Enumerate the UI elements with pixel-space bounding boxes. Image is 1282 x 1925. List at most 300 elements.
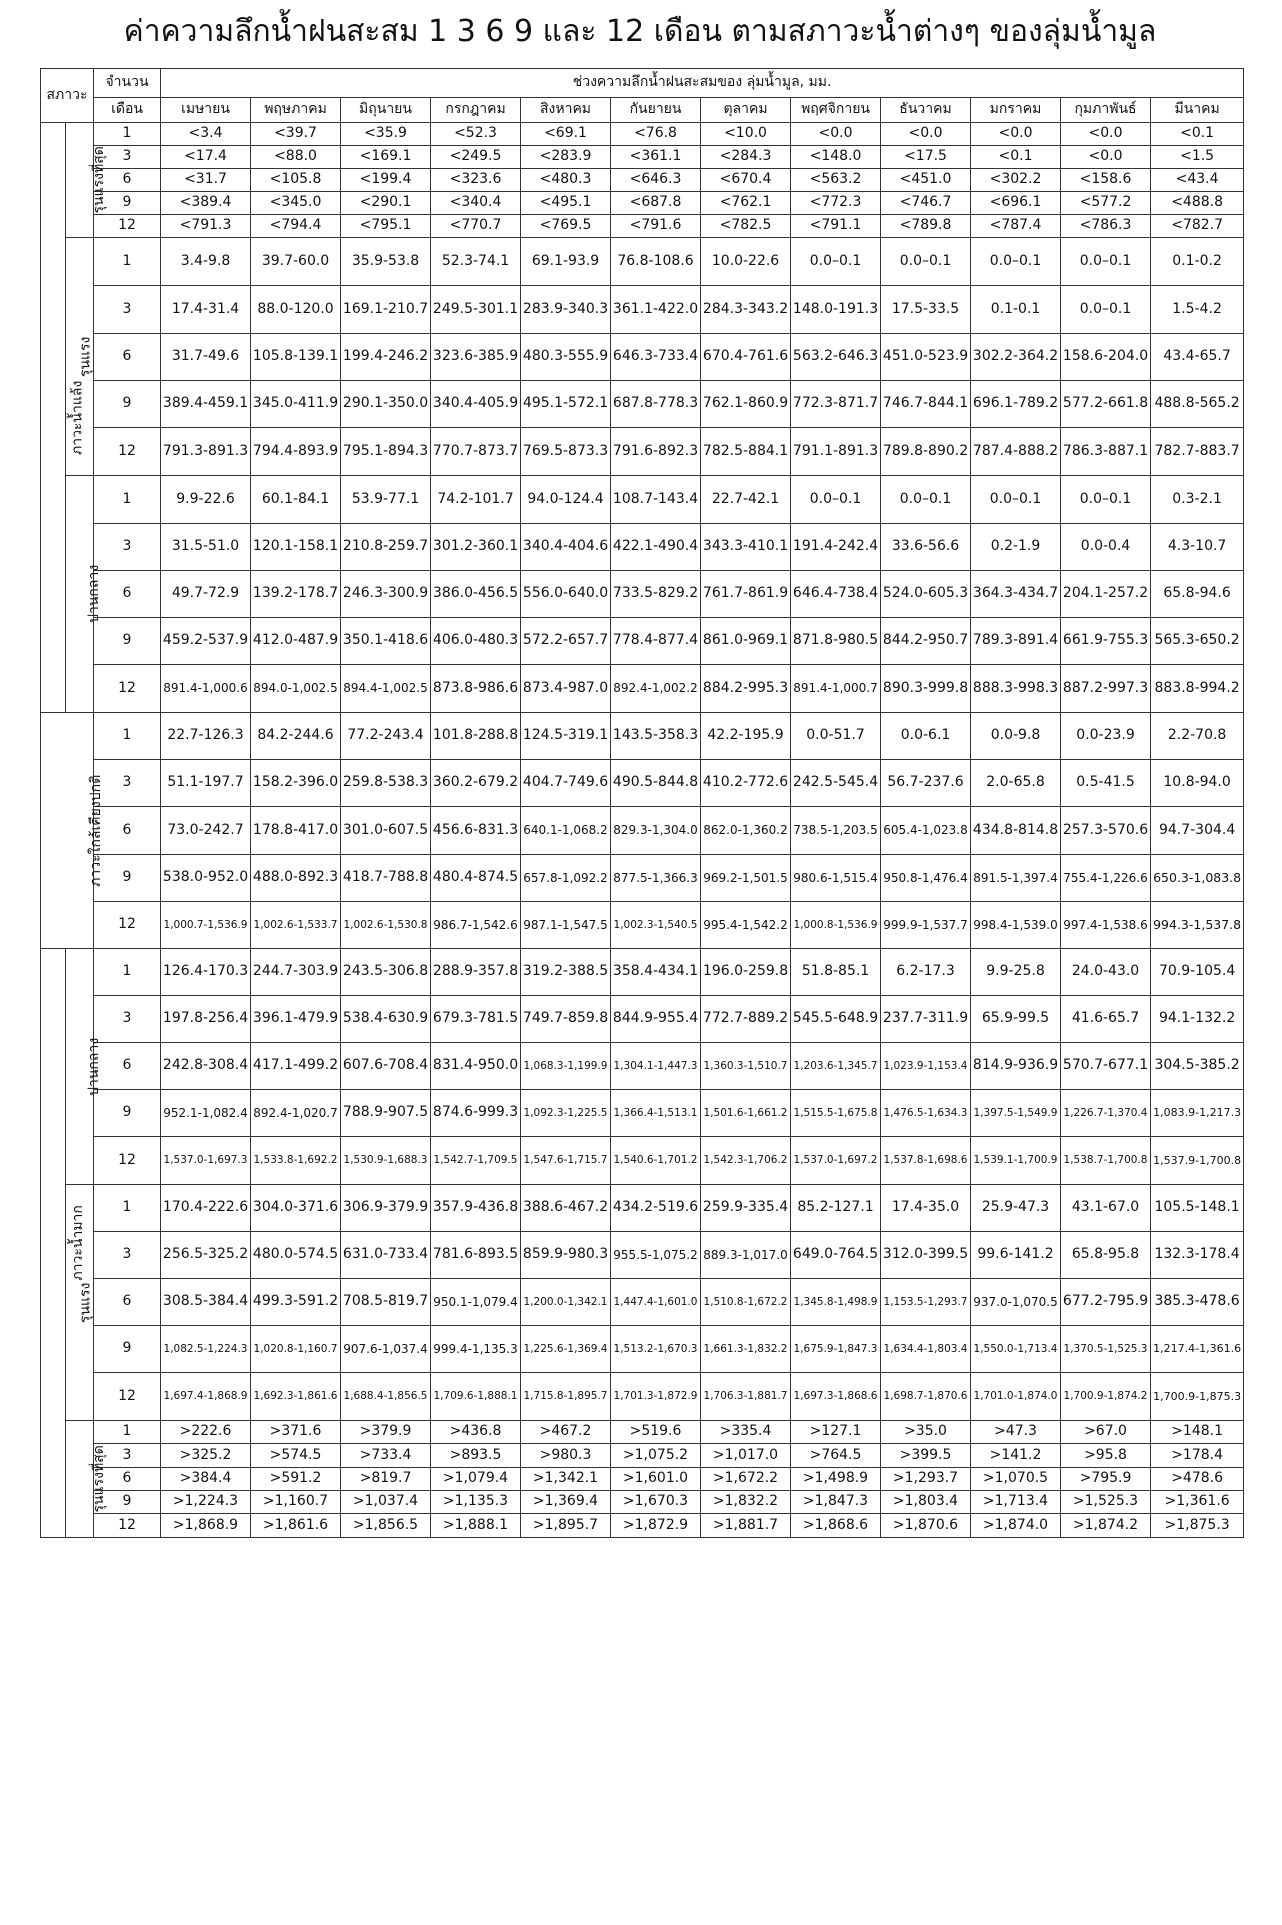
value-cell: >127.1 bbox=[791, 1421, 881, 1444]
months-cell: 12 bbox=[94, 1137, 161, 1185]
value-cell: >478.6 bbox=[1151, 1468, 1244, 1491]
value-cell: 894.4-1,002.5 bbox=[341, 665, 431, 713]
value-cell: >819.7 bbox=[341, 1468, 431, 1491]
value-cell: 884.2-995.3 bbox=[701, 665, 791, 713]
table-row bbox=[41, 713, 1244, 760]
value-cell: 873.8-986.6 bbox=[431, 665, 521, 713]
value-cell: 33.6-56.6 bbox=[881, 524, 971, 571]
value-cell: >222.6 bbox=[161, 1421, 251, 1444]
value-cell: 76.8-108.6 bbox=[611, 238, 701, 286]
value-cell: 49.7-72.9 bbox=[161, 571, 251, 618]
value-cell: <158.6 bbox=[1061, 169, 1151, 192]
value-cell: <794.4 bbox=[251, 215, 341, 238]
value-cell: 1,360.3-1,510.7 bbox=[701, 1043, 791, 1090]
value-cell: 1,513.2-1,670.3 bbox=[611, 1326, 701, 1373]
value-cell: 762.1-860.9 bbox=[701, 381, 791, 428]
value-cell: 538.4-630.9 bbox=[341, 996, 431, 1043]
value-cell: 456.6-831.3 bbox=[431, 807, 521, 855]
months-cell: 3 bbox=[94, 286, 161, 334]
value-cell: >733.4 bbox=[341, 1444, 431, 1468]
month-header: มีนาคม bbox=[1151, 98, 1244, 123]
value-cell: <0.0 bbox=[1061, 146, 1151, 169]
value-cell: 1,023.9-1,153.4 bbox=[881, 1043, 971, 1090]
value-cell: 0.2-1.9 bbox=[971, 524, 1061, 571]
months-cell: 1 bbox=[94, 476, 161, 524]
value-cell: 53.9-77.1 bbox=[341, 476, 431, 524]
value-cell: 385.3-478.6 bbox=[1151, 1279, 1244, 1326]
table-row bbox=[41, 169, 1244, 192]
value-cell: <0.0 bbox=[1061, 123, 1151, 146]
months-cell: 9 bbox=[94, 1326, 161, 1373]
value-cell: 1,706.3-1,881.7 bbox=[701, 1373, 791, 1421]
value-cell: <782.5 bbox=[701, 215, 791, 238]
value-cell: 410.2-772.6 bbox=[701, 760, 791, 807]
value-cell: >371.6 bbox=[251, 1421, 341, 1444]
value-cell: >1,713.4 bbox=[971, 1491, 1061, 1514]
value-cell: 1,537.0-1,697.3 bbox=[161, 1137, 251, 1185]
value-cell: 43.4-65.7 bbox=[1151, 334, 1244, 381]
value-cell: >1,888.1 bbox=[431, 1514, 521, 1538]
value-cell: >764.5 bbox=[791, 1444, 881, 1468]
months-cell: 3 bbox=[94, 524, 161, 571]
value-cell: 73.0-242.7 bbox=[161, 807, 251, 855]
value-cell: >1,070.5 bbox=[971, 1468, 1061, 1491]
table-row bbox=[41, 807, 1244, 855]
value-cell: 1,304.1-1,447.3 bbox=[611, 1043, 701, 1090]
value-cell: 199.4-246.2 bbox=[341, 334, 431, 381]
value-cell: 892.4-1,002.2 bbox=[611, 665, 701, 713]
value-cell: >1,881.7 bbox=[701, 1514, 791, 1538]
value-cell: 708.5-819.7 bbox=[341, 1279, 431, 1326]
value-cell: 1,217.4-1,361.6 bbox=[1151, 1326, 1244, 1373]
value-cell: 1,092.3-1,225.5 bbox=[521, 1090, 611, 1137]
value-cell: <199.4 bbox=[341, 169, 431, 192]
value-cell: 126.4-170.3 bbox=[161, 949, 251, 996]
value-cell: 749.7-859.8 bbox=[521, 996, 611, 1043]
month-header: ธันวาคม bbox=[881, 98, 971, 123]
value-cell: 1,675.9-1,847.3 bbox=[791, 1326, 881, 1373]
value-cell: 789.8-890.2 bbox=[881, 428, 971, 476]
value-cell: 22.7-126.3 bbox=[161, 713, 251, 760]
value-cell: >178.4 bbox=[1151, 1444, 1244, 1468]
value-cell: 887.2-997.3 bbox=[1061, 665, 1151, 713]
value-cell: 1,701.0-1,874.0 bbox=[971, 1373, 1061, 1421]
value-cell: 844.2-950.7 bbox=[881, 618, 971, 665]
value-cell: 204.1-257.2 bbox=[1061, 571, 1151, 618]
value-cell: 891.4-1,000.7 bbox=[791, 665, 881, 713]
value-cell: 1,661.3-1,832.2 bbox=[701, 1326, 791, 1373]
value-cell: <0.1 bbox=[971, 146, 1061, 169]
value-cell: 2.2-70.8 bbox=[1151, 713, 1244, 760]
value-cell: 0.0–0.1 bbox=[791, 476, 881, 524]
value-cell: 1,530.9-1,688.3 bbox=[341, 1137, 431, 1185]
value-cell: 871.8-980.5 bbox=[791, 618, 881, 665]
value-cell: 782.7-883.7 bbox=[1151, 428, 1244, 476]
value-cell: 191.4-242.4 bbox=[791, 524, 881, 571]
value-cell: 312.0-399.5 bbox=[881, 1232, 971, 1279]
value-cell: 284.3-343.2 bbox=[701, 286, 791, 334]
months-cell: 6 bbox=[94, 571, 161, 618]
status-header: สภาวะ bbox=[41, 69, 94, 123]
value-cell: >1,868.9 bbox=[161, 1514, 251, 1538]
value-cell: <577.2 bbox=[1061, 192, 1151, 215]
table-row bbox=[41, 524, 1244, 571]
value-cell: 259.8-538.3 bbox=[341, 760, 431, 807]
table-row bbox=[41, 286, 1244, 334]
value-cell: >1,369.4 bbox=[521, 1491, 611, 1514]
value-cell: 388.6-467.2 bbox=[521, 1185, 611, 1232]
months-cell: 9 bbox=[94, 618, 161, 665]
value-cell: 859.9-980.3 bbox=[521, 1232, 611, 1279]
value-cell: 794.4-893.9 bbox=[251, 428, 341, 476]
value-cell: 607.6-708.4 bbox=[341, 1043, 431, 1090]
value-cell: 679.3-781.5 bbox=[431, 996, 521, 1043]
value-cell: 733.5-829.2 bbox=[611, 571, 701, 618]
value-cell: 490.5-844.8 bbox=[611, 760, 701, 807]
table-row bbox=[41, 1468, 1244, 1491]
value-cell: >1,224.3 bbox=[161, 1491, 251, 1514]
table-row bbox=[41, 238, 1244, 286]
value-cell: <488.8 bbox=[1151, 192, 1244, 215]
value-cell: 257.3-570.6 bbox=[1061, 807, 1151, 855]
table-row bbox=[41, 902, 1244, 949]
severity-label: รุนแรง bbox=[66, 1185, 94, 1421]
value-cell: 687.8-778.3 bbox=[611, 381, 701, 428]
condition-group-label: ภาวะน้ำแล้ง bbox=[41, 123, 66, 713]
value-cell: 0.0-23.9 bbox=[1061, 713, 1151, 760]
value-cell: 74.2-101.7 bbox=[431, 476, 521, 524]
value-cell: 1,533.8-1,692.2 bbox=[251, 1137, 341, 1185]
value-cell: <249.5 bbox=[431, 146, 521, 169]
value-cell: 77.2-243.4 bbox=[341, 713, 431, 760]
value-cell: 243.5-306.8 bbox=[341, 949, 431, 996]
page-title: ค่าความลึกน้ำฝนสะสม 1 3 6 9 และ 12 เดือน ตามสภาวะน้ำต่างๆ ของลุ่มน้ำมูล bbox=[123, 14, 1157, 49]
month-header: กุมภาพันธ์ bbox=[1061, 98, 1151, 123]
value-cell: 499.3-591.2 bbox=[251, 1279, 341, 1326]
months-cell: 3 bbox=[94, 1232, 161, 1279]
value-cell: 101.8-288.8 bbox=[431, 713, 521, 760]
value-cell: 196.0-259.8 bbox=[701, 949, 791, 996]
value-cell: 861.0-969.1 bbox=[701, 618, 791, 665]
value-cell: <340.4 bbox=[431, 192, 521, 215]
value-cell: 94.0-124.4 bbox=[521, 476, 611, 524]
value-cell: 308.5-384.4 bbox=[161, 1279, 251, 1326]
value-cell: >519.6 bbox=[611, 1421, 701, 1444]
value-cell: >795.9 bbox=[1061, 1468, 1151, 1491]
value-cell: 120.1-158.1 bbox=[251, 524, 341, 571]
value-cell: 302.2-364.2 bbox=[971, 334, 1061, 381]
value-cell: <323.6 bbox=[431, 169, 521, 192]
value-cell: 649.0-764.5 bbox=[791, 1232, 881, 1279]
value-cell: 396.1-479.9 bbox=[251, 996, 341, 1043]
value-cell: >335.4 bbox=[701, 1421, 791, 1444]
value-cell: 65.9-99.5 bbox=[971, 996, 1061, 1043]
value-cell: 1,366.4-1,513.1 bbox=[611, 1090, 701, 1137]
value-cell: 10.0-22.6 bbox=[701, 238, 791, 286]
value-cell: 0.0–0.1 bbox=[971, 238, 1061, 286]
value-cell: 406.0-480.3 bbox=[431, 618, 521, 665]
value-cell: <148.0 bbox=[791, 146, 881, 169]
value-cell: 9.9-22.6 bbox=[161, 476, 251, 524]
value-cell: 1,476.5-1,634.3 bbox=[881, 1090, 971, 1137]
table-row bbox=[41, 1137, 1244, 1185]
month-header: กรกฎาคม bbox=[431, 98, 521, 123]
value-cell: 781.6-893.5 bbox=[431, 1232, 521, 1279]
value-cell: >893.5 bbox=[431, 1444, 521, 1468]
table-row bbox=[41, 123, 1244, 146]
value-cell: 39.7-60.0 bbox=[251, 238, 341, 286]
value-cell: >1,037.4 bbox=[341, 1491, 431, 1514]
value-cell: <31.7 bbox=[161, 169, 251, 192]
value-cell: 1,700.9-1,874.2 bbox=[1061, 1373, 1151, 1421]
value-cell: >1,895.7 bbox=[521, 1514, 611, 1538]
value-cell: <3.4 bbox=[161, 123, 251, 146]
months-cell: 3 bbox=[94, 760, 161, 807]
value-cell: >574.5 bbox=[251, 1444, 341, 1468]
value-cell: 422.1-490.4 bbox=[611, 524, 701, 571]
value-cell: <787.4 bbox=[971, 215, 1061, 238]
value-cell: 791.6-892.3 bbox=[611, 428, 701, 476]
month-header: มกราคม bbox=[971, 98, 1061, 123]
table-row bbox=[41, 1373, 1244, 1421]
value-cell: 1,203.6-1,345.7 bbox=[791, 1043, 881, 1090]
value-cell: 640.1-1,068.2 bbox=[521, 807, 611, 855]
table-row bbox=[41, 1326, 1244, 1373]
value-cell: 1,002.3-1,540.5 bbox=[611, 902, 701, 949]
months-cell: 3 bbox=[94, 996, 161, 1043]
value-cell: >1,342.1 bbox=[521, 1468, 611, 1491]
months-cell: 1 bbox=[94, 949, 161, 996]
value-cell: 0.0-0.4 bbox=[1061, 524, 1151, 571]
value-cell: <169.1 bbox=[341, 146, 431, 169]
value-cell: 1,200.0-1,342.1 bbox=[521, 1279, 611, 1326]
month-header: สิงหาคม bbox=[521, 98, 611, 123]
month-header: เมษายน bbox=[161, 98, 251, 123]
value-cell: <772.3 bbox=[791, 192, 881, 215]
value-cell: 1,700.9-1,875.3 bbox=[1151, 1373, 1244, 1421]
value-cell: >1,803.4 bbox=[881, 1491, 971, 1514]
value-cell: 650.3-1,083.8 bbox=[1151, 855, 1244, 902]
value-cell: <791.1 bbox=[791, 215, 881, 238]
value-cell: 1,501.6-1,661.2 bbox=[701, 1090, 791, 1137]
months-cell: 3 bbox=[94, 1444, 161, 1468]
value-cell: 950.1-1,079.4 bbox=[431, 1279, 521, 1326]
value-cell: >1,874.0 bbox=[971, 1514, 1061, 1538]
value-cell: 35.9-53.8 bbox=[341, 238, 431, 286]
value-cell: 340.4-405.9 bbox=[431, 381, 521, 428]
value-cell: 769.5-873.3 bbox=[521, 428, 611, 476]
value-cell: 791.1-891.3 bbox=[791, 428, 881, 476]
value-cell: >47.3 bbox=[971, 1421, 1061, 1444]
value-cell: >1,160.7 bbox=[251, 1491, 341, 1514]
value-cell: >379.9 bbox=[341, 1421, 431, 1444]
value-cell: 814.9-936.9 bbox=[971, 1043, 1061, 1090]
value-cell: 259.9-335.4 bbox=[701, 1185, 791, 1232]
value-cell: 0.0-9.8 bbox=[971, 713, 1061, 760]
table-row bbox=[41, 571, 1244, 618]
months-cell: 12 bbox=[94, 665, 161, 713]
value-cell: 386.0-456.5 bbox=[431, 571, 521, 618]
value-cell: >1,874.2 bbox=[1061, 1514, 1151, 1538]
value-cell: 143.5-358.3 bbox=[611, 713, 701, 760]
value-cell: 43.1-67.0 bbox=[1061, 1185, 1151, 1232]
value-cell: <495.1 bbox=[521, 192, 611, 215]
value-cell: >1,670.3 bbox=[611, 1491, 701, 1514]
months-cell: 12 bbox=[94, 902, 161, 949]
table-row bbox=[41, 996, 1244, 1043]
value-cell: 755.4-1,226.6 bbox=[1061, 855, 1151, 902]
value-cell: 197.8-256.4 bbox=[161, 996, 251, 1043]
value-cell: 890.3-999.8 bbox=[881, 665, 971, 713]
value-cell: <76.8 bbox=[611, 123, 701, 146]
value-cell: <795.1 bbox=[341, 215, 431, 238]
value-cell: 631.0-733.4 bbox=[341, 1232, 431, 1279]
value-cell: <782.7 bbox=[1151, 215, 1244, 238]
table-row bbox=[41, 665, 1244, 713]
value-cell: 1,370.5-1,525.3 bbox=[1061, 1326, 1151, 1373]
value-cell: 244.7-303.9 bbox=[251, 949, 341, 996]
value-cell: 417.1-499.2 bbox=[251, 1043, 341, 1090]
months-cell: 1 bbox=[94, 238, 161, 286]
months-cell: 1 bbox=[94, 713, 161, 760]
value-cell: 1,692.3-1,861.6 bbox=[251, 1373, 341, 1421]
value-cell: <696.1 bbox=[971, 192, 1061, 215]
value-cell: 782.5-884.1 bbox=[701, 428, 791, 476]
value-cell: 761.7-861.9 bbox=[701, 571, 791, 618]
value-cell: 0.0-6.1 bbox=[881, 713, 971, 760]
value-cell: <646.3 bbox=[611, 169, 701, 192]
value-cell: 65.8-94.6 bbox=[1151, 571, 1244, 618]
value-cell: 459.2-537.9 bbox=[161, 618, 251, 665]
value-cell: 746.7-844.1 bbox=[881, 381, 971, 428]
value-cell: 538.0-952.0 bbox=[161, 855, 251, 902]
value-cell: 969.2-1,501.5 bbox=[701, 855, 791, 902]
value-cell: <105.8 bbox=[251, 169, 341, 192]
value-cell: 108.7-143.4 bbox=[611, 476, 701, 524]
table-row bbox=[41, 1232, 1244, 1279]
value-cell: 1,550.0-1,713.4 bbox=[971, 1326, 1061, 1373]
value-cell: >436.8 bbox=[431, 1421, 521, 1444]
value-cell: <1.5 bbox=[1151, 146, 1244, 169]
month-header: พฤศจิกายน bbox=[791, 98, 881, 123]
months-cell: 6 bbox=[94, 1468, 161, 1491]
value-cell: 791.3-891.3 bbox=[161, 428, 251, 476]
value-cell: <0.0 bbox=[881, 123, 971, 146]
value-cell: 995.4-1,542.2 bbox=[701, 902, 791, 949]
value-cell: 772.7-889.2 bbox=[701, 996, 791, 1043]
value-cell: 418.7-788.8 bbox=[341, 855, 431, 902]
value-cell: 831.4-950.0 bbox=[431, 1043, 521, 1090]
value-cell: 950.8-1,476.4 bbox=[881, 855, 971, 902]
value-cell: 17.4-31.4 bbox=[161, 286, 251, 334]
value-cell: 25.9-47.3 bbox=[971, 1185, 1061, 1232]
table-row bbox=[41, 428, 1244, 476]
value-cell: 677.2-795.9 bbox=[1061, 1279, 1151, 1326]
table-row bbox=[41, 1279, 1244, 1326]
value-cell: >67.0 bbox=[1061, 1421, 1151, 1444]
value-cell: 350.1-418.6 bbox=[341, 618, 431, 665]
value-cell: 670.4-761.6 bbox=[701, 334, 791, 381]
table-row bbox=[41, 146, 1244, 169]
value-cell: 980.6-1,515.4 bbox=[791, 855, 881, 902]
value-cell: 772.3-871.7 bbox=[791, 381, 881, 428]
months-cell: 6 bbox=[94, 169, 161, 192]
value-cell: 105.5-148.1 bbox=[1151, 1185, 1244, 1232]
value-cell: 1,226.7-1,370.4 bbox=[1061, 1090, 1151, 1137]
months-header-line1: จำนวน bbox=[94, 69, 161, 98]
value-cell: <769.5 bbox=[521, 215, 611, 238]
value-cell: 646.3-733.4 bbox=[611, 334, 701, 381]
table-row bbox=[41, 1043, 1244, 1090]
value-cell: 488.0-892.3 bbox=[251, 855, 341, 902]
value-cell: >1,498.9 bbox=[791, 1468, 881, 1491]
value-cell: <789.8 bbox=[881, 215, 971, 238]
table-row bbox=[41, 381, 1244, 428]
value-cell: 738.5-1,203.5 bbox=[791, 807, 881, 855]
value-cell: 51.1-197.7 bbox=[161, 760, 251, 807]
value-cell: 696.1-789.2 bbox=[971, 381, 1061, 428]
value-cell: 10.8-94.0 bbox=[1151, 760, 1244, 807]
value-cell: >1,847.3 bbox=[791, 1491, 881, 1514]
value-cell: 1,510.8-1,672.2 bbox=[701, 1279, 791, 1326]
value-cell: 986.7-1,542.6 bbox=[431, 902, 521, 949]
months-cell: 9 bbox=[94, 855, 161, 902]
value-cell: 789.3-891.4 bbox=[971, 618, 1061, 665]
value-cell: 829.3-1,304.0 bbox=[611, 807, 701, 855]
value-cell: 0.0–0.1 bbox=[971, 476, 1061, 524]
value-cell: >148.1 bbox=[1151, 1421, 1244, 1444]
value-cell: <345.0 bbox=[251, 192, 341, 215]
value-cell: >384.4 bbox=[161, 1468, 251, 1491]
value-cell: <791.6 bbox=[611, 215, 701, 238]
value-cell: >1,868.6 bbox=[791, 1514, 881, 1538]
value-cell: 24.0-43.0 bbox=[1061, 949, 1151, 996]
months-cell: 9 bbox=[94, 1491, 161, 1514]
value-cell: >1,870.6 bbox=[881, 1514, 971, 1538]
value-cell: 1,701.3-1,872.9 bbox=[611, 1373, 701, 1421]
months-cell: 1 bbox=[94, 1421, 161, 1444]
value-cell: 242.8-308.4 bbox=[161, 1043, 251, 1090]
value-cell: <746.7 bbox=[881, 192, 971, 215]
severity-label: รุนแรงที่สุด bbox=[66, 1421, 94, 1538]
months-header-line2: เดือน bbox=[94, 98, 161, 123]
value-cell: 1,397.5-1,549.9 bbox=[971, 1090, 1061, 1137]
value-cell: 132.3-178.4 bbox=[1151, 1232, 1244, 1279]
table-row bbox=[41, 1421, 1244, 1444]
value-cell: 862.0-1,360.2 bbox=[701, 807, 791, 855]
value-cell: 389.4-459.1 bbox=[161, 381, 251, 428]
value-cell: >1,017.0 bbox=[701, 1444, 791, 1468]
table-row bbox=[41, 1090, 1244, 1137]
value-cell: 52.3-74.1 bbox=[431, 238, 521, 286]
value-cell: 105.8-139.1 bbox=[251, 334, 341, 381]
value-cell: <770.7 bbox=[431, 215, 521, 238]
value-cell: >1,293.7 bbox=[881, 1468, 971, 1491]
value-cell: 139.2-178.7 bbox=[251, 571, 341, 618]
value-cell: 1,539.1-1,700.9 bbox=[971, 1137, 1061, 1185]
value-cell: 646.4-738.4 bbox=[791, 571, 881, 618]
value-cell: 892.4-1,020.7 bbox=[251, 1090, 341, 1137]
value-cell: >1,079.4 bbox=[431, 1468, 521, 1491]
value-cell: 323.6-385.9 bbox=[431, 334, 521, 381]
value-cell: 1,697.3-1,868.6 bbox=[791, 1373, 881, 1421]
value-cell: 1,547.6-1,715.7 bbox=[521, 1137, 611, 1185]
value-cell: 256.5-325.2 bbox=[161, 1232, 251, 1279]
table-row bbox=[41, 1185, 1244, 1232]
months-cell: 6 bbox=[94, 1279, 161, 1326]
value-cell: 1,634.4-1,803.4 bbox=[881, 1326, 971, 1373]
value-cell: 1,538.7-1,700.8 bbox=[1061, 1137, 1151, 1185]
